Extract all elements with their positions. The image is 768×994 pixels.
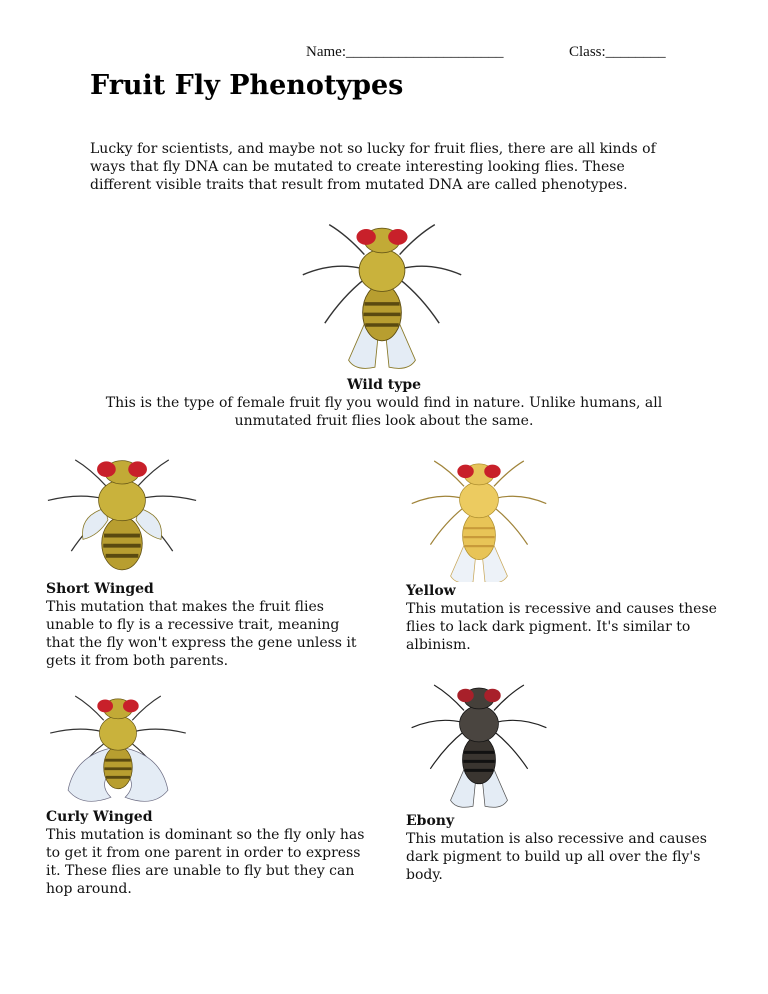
page-title: Fruit Fly Phenotypes bbox=[90, 70, 404, 101]
curly-winged-description: This mutation is dominant so the fly only has to get it from one parent in order to express it. These flies are unable to fly but they can hop around. bbox=[46, 827, 365, 897]
short-winged-caption bbox=[46, 580, 371, 670]
intro-paragraph: Lucky for scientists, and maybe not so lucky for fruit flies, there are all kinds of ways that fly DNA can be mutated to create interesting looking flies. These different visible traits that result from mutated DNA are called phenotypes. bbox=[90, 141, 656, 193]
wild-type-fly-image bbox=[294, 200, 470, 376]
wild-type-description: This is the type of female fruit fly you would find in nature. Unlike humans, all unmutated fruit flies look about the same. bbox=[105, 395, 663, 429]
yellow-caption bbox=[406, 582, 731, 654]
curly-winged-fly-image bbox=[44, 676, 192, 808]
short-winged-fly-image bbox=[44, 438, 200, 580]
yellow-title: Yellow bbox=[406, 583, 456, 599]
curly-winged-caption bbox=[46, 808, 371, 898]
short-winged-title: Short Winged bbox=[46, 581, 154, 597]
ebony-caption bbox=[406, 812, 731, 884]
curly-winged-title: Curly Winged bbox=[46, 809, 153, 825]
yellow-description: This mutation is recessive and causes these flies to lack dark pigment. It's similar to albinism. bbox=[406, 601, 717, 653]
ebony-title: Ebony bbox=[406, 813, 455, 829]
name-field-label: Name:_____________________ bbox=[306, 44, 504, 60]
wild-type-caption bbox=[100, 376, 668, 430]
wild-type-title: Wild type bbox=[346, 377, 422, 393]
ebony-fly-image bbox=[404, 664, 554, 810]
yellow-fly-image bbox=[404, 440, 554, 582]
ebony-description: This mutation is also recessive and causes dark pigment to build up all over the fly's body. bbox=[406, 831, 707, 883]
class-field-label: Class:________ bbox=[569, 44, 666, 60]
short-winged-description: This mutation that makes the fruit flies unable to fly is a recessive trait, meaning that the fly won't express the gene unless it gets it from both parents. bbox=[46, 599, 357, 669]
